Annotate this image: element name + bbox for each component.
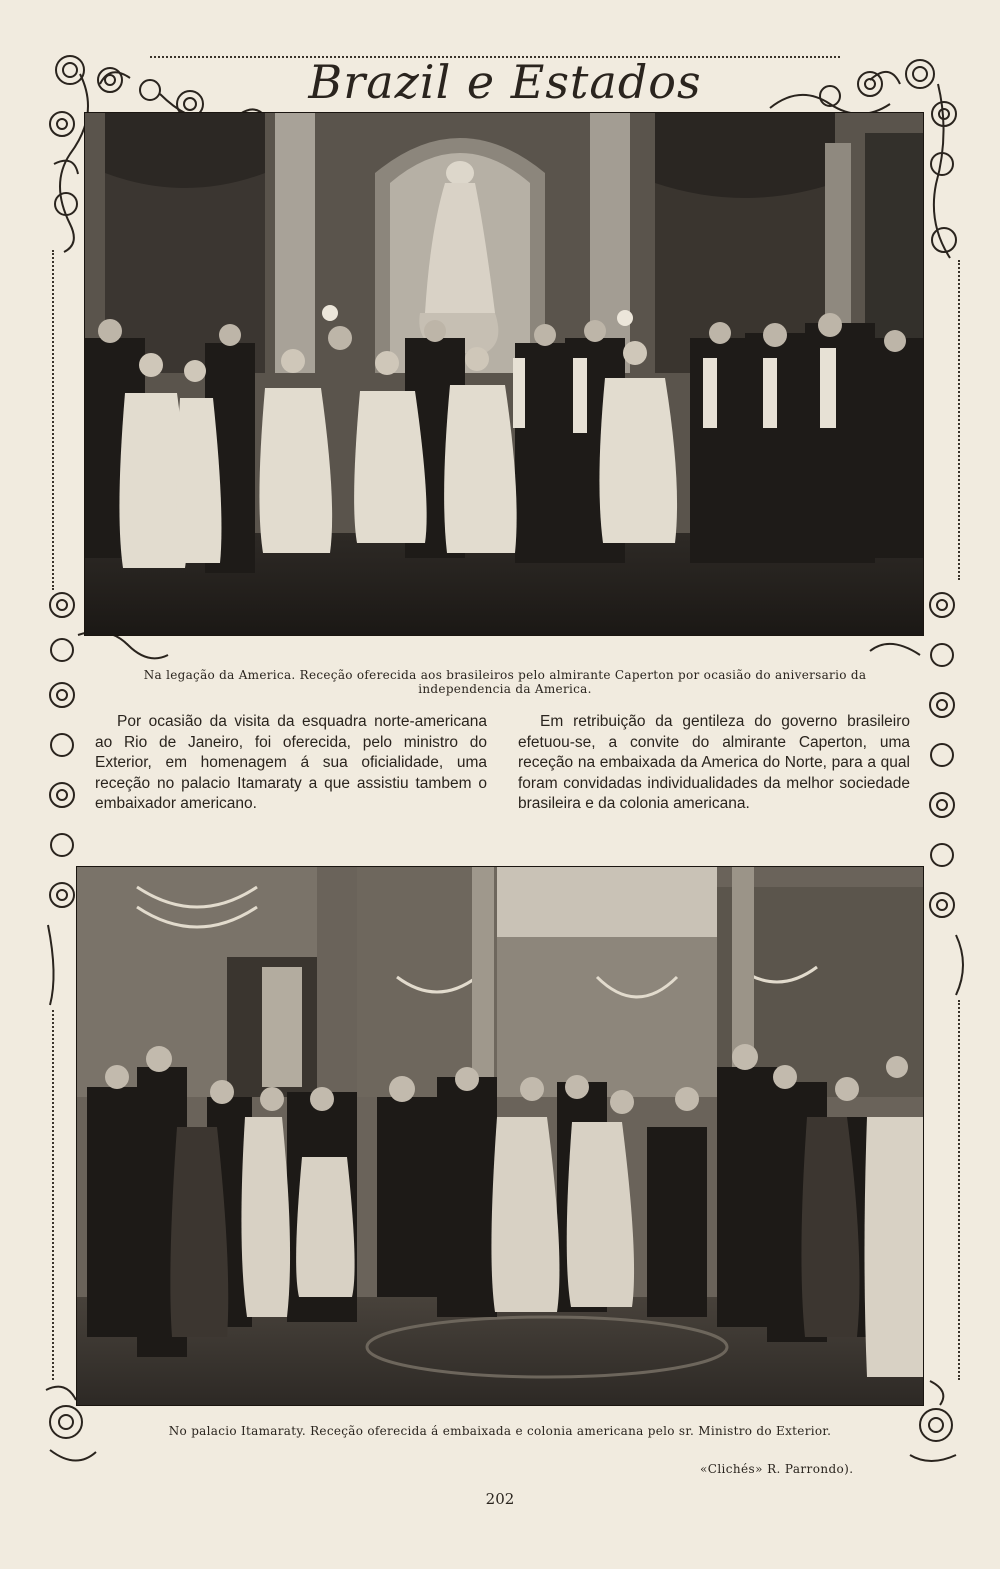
photo-bottom-caption: No palacio Itamaraty. Receção oferecida á embaixada e colonia americana pelo sr. Ministro do Exterior.: [168, 1424, 832, 1438]
photo-itamaraty-reception: [76, 866, 924, 1406]
frame-dotted-left-lower: [52, 1010, 54, 1380]
photo-legation-reception: [84, 112, 924, 636]
page-title: Brazil e Estados: [308, 55, 702, 109]
photo-credit: «Clichés» R. Parrondo).: [700, 1462, 854, 1476]
page-number: 202: [485, 1490, 515, 1508]
frame-dotted-right: [958, 260, 960, 580]
frame-dotted-left: [52, 250, 54, 590]
article-paragraph-left: Por ocasião da visita da esquadra norte-americana ao Rio de Janeiro, foi oferecida, pelo ministro do Exterior, em homenagem á sua oficialidade, uma receção no palacio Itamaraty a que assistiu tambem o embaixador americano.: [95, 713, 487, 812]
frame-dotted-right-lower: [958, 1000, 960, 1380]
photo-top-caption: Na legação da America. Receção oferecida aos brasileiros pelo almirante Caperton por ocasião do aniversario da independencia da America.: [143, 668, 867, 696]
article-paragraph-right: Em retribuição da gentileza do governo brasileiro efetuou-se, a convite do almirante Caperton, uma receção na embaixada da America do Norte, para a qual foram convidadas individualidades da melhor sociedade brasileira e da colonia americana.: [518, 713, 910, 812]
